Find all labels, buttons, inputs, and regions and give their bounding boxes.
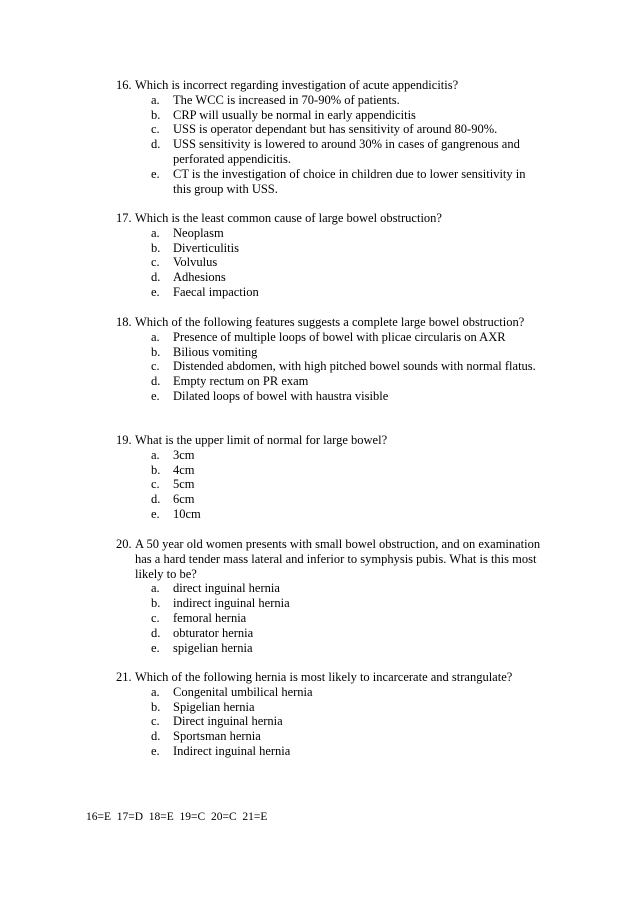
question-stem bbox=[116, 537, 546, 581]
option-text: Neoplasm bbox=[173, 225, 224, 240]
question-text: Which of the following hernia is most likely to incarcerate and strangulate? bbox=[135, 670, 513, 684]
option-letter: d. bbox=[151, 729, 161, 744]
option-text: Sportsman hernia bbox=[173, 729, 261, 744]
option-letter: b. bbox=[151, 240, 161, 255]
option-letter: e. bbox=[151, 166, 160, 181]
option-text: spigelian hernia bbox=[173, 640, 253, 655]
option-letter: d. bbox=[151, 137, 161, 152]
option-list bbox=[116, 685, 546, 759]
option-c bbox=[151, 122, 546, 137]
option-e bbox=[151, 389, 546, 404]
option-text: direct inguinal hernia bbox=[173, 581, 280, 596]
option-text: 10cm bbox=[173, 506, 201, 521]
option-text: Indirect inguinal hernia bbox=[173, 743, 291, 758]
option-text: Dilated loops of bowel with haustra visible bbox=[173, 388, 389, 403]
option-letter: d. bbox=[151, 625, 161, 640]
option-c bbox=[151, 611, 546, 626]
option-c bbox=[151, 359, 546, 374]
option-b bbox=[151, 345, 546, 360]
option-letter: a. bbox=[151, 92, 160, 107]
option-letter: b. bbox=[151, 462, 161, 477]
question-stem bbox=[116, 670, 546, 685]
option-text: indirect inguinal hernia bbox=[173, 596, 290, 611]
option-text: Direct inguinal hernia bbox=[173, 714, 283, 729]
option-letter: e. bbox=[151, 284, 160, 299]
option-letter: d. bbox=[151, 374, 161, 389]
question-number: 21. bbox=[116, 670, 132, 684]
option-d bbox=[151, 270, 546, 285]
option-c bbox=[151, 255, 546, 270]
question-stem bbox=[116, 78, 546, 93]
option-d bbox=[151, 492, 546, 507]
question-number: 20. bbox=[116, 537, 132, 551]
option-letter: e. bbox=[151, 640, 160, 655]
option-text: Distended abdomen, with high pitched bowel sounds with normal flatus. bbox=[173, 359, 536, 374]
option-text: USS sensitivity is lowered to around 30% in cases of gangrenous and perforated appendicitis. bbox=[173, 137, 520, 166]
option-text: Congenital umbilical hernia bbox=[173, 684, 313, 699]
option-list bbox=[116, 226, 546, 300]
option-d bbox=[151, 137, 546, 167]
question-text: Which is the least common cause of large bowel obstruction? bbox=[135, 211, 442, 225]
answer-key: 16=E 17=D 18=E 19=C 20=C 21=E bbox=[86, 811, 268, 823]
option-letter: e. bbox=[151, 743, 160, 758]
option-text: 3cm bbox=[173, 447, 195, 462]
option-b bbox=[151, 596, 546, 611]
option-list bbox=[116, 581, 546, 655]
option-letter: c. bbox=[151, 122, 160, 137]
option-letter: c. bbox=[151, 714, 160, 729]
option-letter: a. bbox=[151, 329, 160, 344]
option-b bbox=[151, 108, 546, 123]
question-20 bbox=[116, 537, 546, 655]
question-number: 17. bbox=[116, 211, 132, 225]
option-a bbox=[151, 330, 546, 345]
option-e bbox=[151, 744, 546, 759]
question-text: Which of the following features suggests a complete large bowel obstruction? bbox=[135, 315, 525, 329]
question-17 bbox=[116, 211, 546, 300]
option-text: Presence of multiple loops of bowel with plicae circularis on AXR bbox=[173, 329, 506, 344]
option-letter: a. bbox=[151, 581, 160, 596]
option-text: Diverticulitis bbox=[173, 240, 239, 255]
option-e bbox=[151, 641, 546, 656]
question-16 bbox=[116, 78, 546, 196]
option-letter: a. bbox=[151, 684, 160, 699]
option-b bbox=[151, 463, 546, 478]
option-letter: b. bbox=[151, 596, 161, 611]
question-text: Which is incorrect regarding investigation of acute appendicitis? bbox=[135, 78, 459, 92]
question-text: A 50 year old women presents with small bowel obstruction, and on examination has a hard tender mass lateral and inferior to symphysis pubis. What is this most likely to be? bbox=[135, 537, 541, 581]
option-letter: b. bbox=[151, 344, 161, 359]
option-text: obturator hernia bbox=[173, 625, 254, 640]
option-list bbox=[116, 93, 546, 197]
option-text: 5cm bbox=[173, 477, 195, 492]
option-text: Bilious vomiting bbox=[173, 344, 258, 359]
question-number: 16. bbox=[116, 78, 132, 92]
option-text: Spigelian hernia bbox=[173, 699, 255, 714]
option-b bbox=[151, 700, 546, 715]
question-stem bbox=[116, 433, 546, 448]
option-text: Volvulus bbox=[173, 255, 218, 270]
option-letter: c. bbox=[151, 255, 160, 270]
question-19 bbox=[116, 433, 546, 522]
option-text: The WCC is increased in 70-90% of patients. bbox=[173, 92, 400, 107]
option-text: CT is the investigation of choice in children due to lower sensitivity in this group with USS. bbox=[173, 166, 526, 196]
option-c bbox=[151, 477, 546, 492]
option-text: Empty rectum on PR exam bbox=[173, 374, 309, 389]
option-text: 6cm bbox=[173, 492, 195, 507]
option-letter: c. bbox=[151, 359, 160, 374]
option-text: CRP will usually be normal in early appendicitis bbox=[173, 107, 416, 122]
option-letter: e. bbox=[151, 506, 160, 521]
option-a bbox=[151, 581, 546, 596]
option-d bbox=[151, 374, 546, 389]
option-text: femoral hernia bbox=[173, 610, 247, 625]
option-c bbox=[151, 714, 546, 729]
option-a bbox=[151, 226, 546, 241]
option-letter: b. bbox=[151, 699, 161, 714]
option-text: Faecal impaction bbox=[173, 284, 259, 299]
question-21 bbox=[116, 670, 546, 759]
option-e bbox=[151, 285, 546, 300]
option-list bbox=[116, 330, 546, 404]
option-e bbox=[151, 167, 546, 197]
option-b bbox=[151, 241, 546, 256]
option-d bbox=[151, 626, 546, 641]
option-a bbox=[151, 448, 546, 463]
question-stem bbox=[116, 315, 546, 330]
question-number: 19. bbox=[116, 433, 132, 447]
option-letter: c. bbox=[151, 610, 160, 625]
option-text: Adhesions bbox=[173, 270, 226, 285]
option-letter: d. bbox=[151, 492, 161, 507]
option-letter: c. bbox=[151, 477, 160, 492]
option-letter: b. bbox=[151, 107, 161, 122]
option-letter: a. bbox=[151, 447, 160, 462]
question-number: 18. bbox=[116, 315, 132, 329]
option-a bbox=[151, 93, 546, 108]
option-letter: e. bbox=[151, 388, 160, 403]
option-letter: d. bbox=[151, 270, 161, 285]
question-text: What is the upper limit of normal for large bowel? bbox=[135, 433, 388, 447]
option-letter: a. bbox=[151, 225, 160, 240]
option-a bbox=[151, 685, 546, 700]
option-text: USS is operator dependant but has sensitivity of around 80-90%. bbox=[173, 122, 498, 137]
option-text: 4cm bbox=[173, 462, 195, 477]
option-d bbox=[151, 729, 546, 744]
question-18 bbox=[116, 315, 546, 404]
option-list bbox=[116, 448, 546, 522]
question-stem bbox=[116, 211, 546, 226]
option-e bbox=[151, 507, 546, 522]
